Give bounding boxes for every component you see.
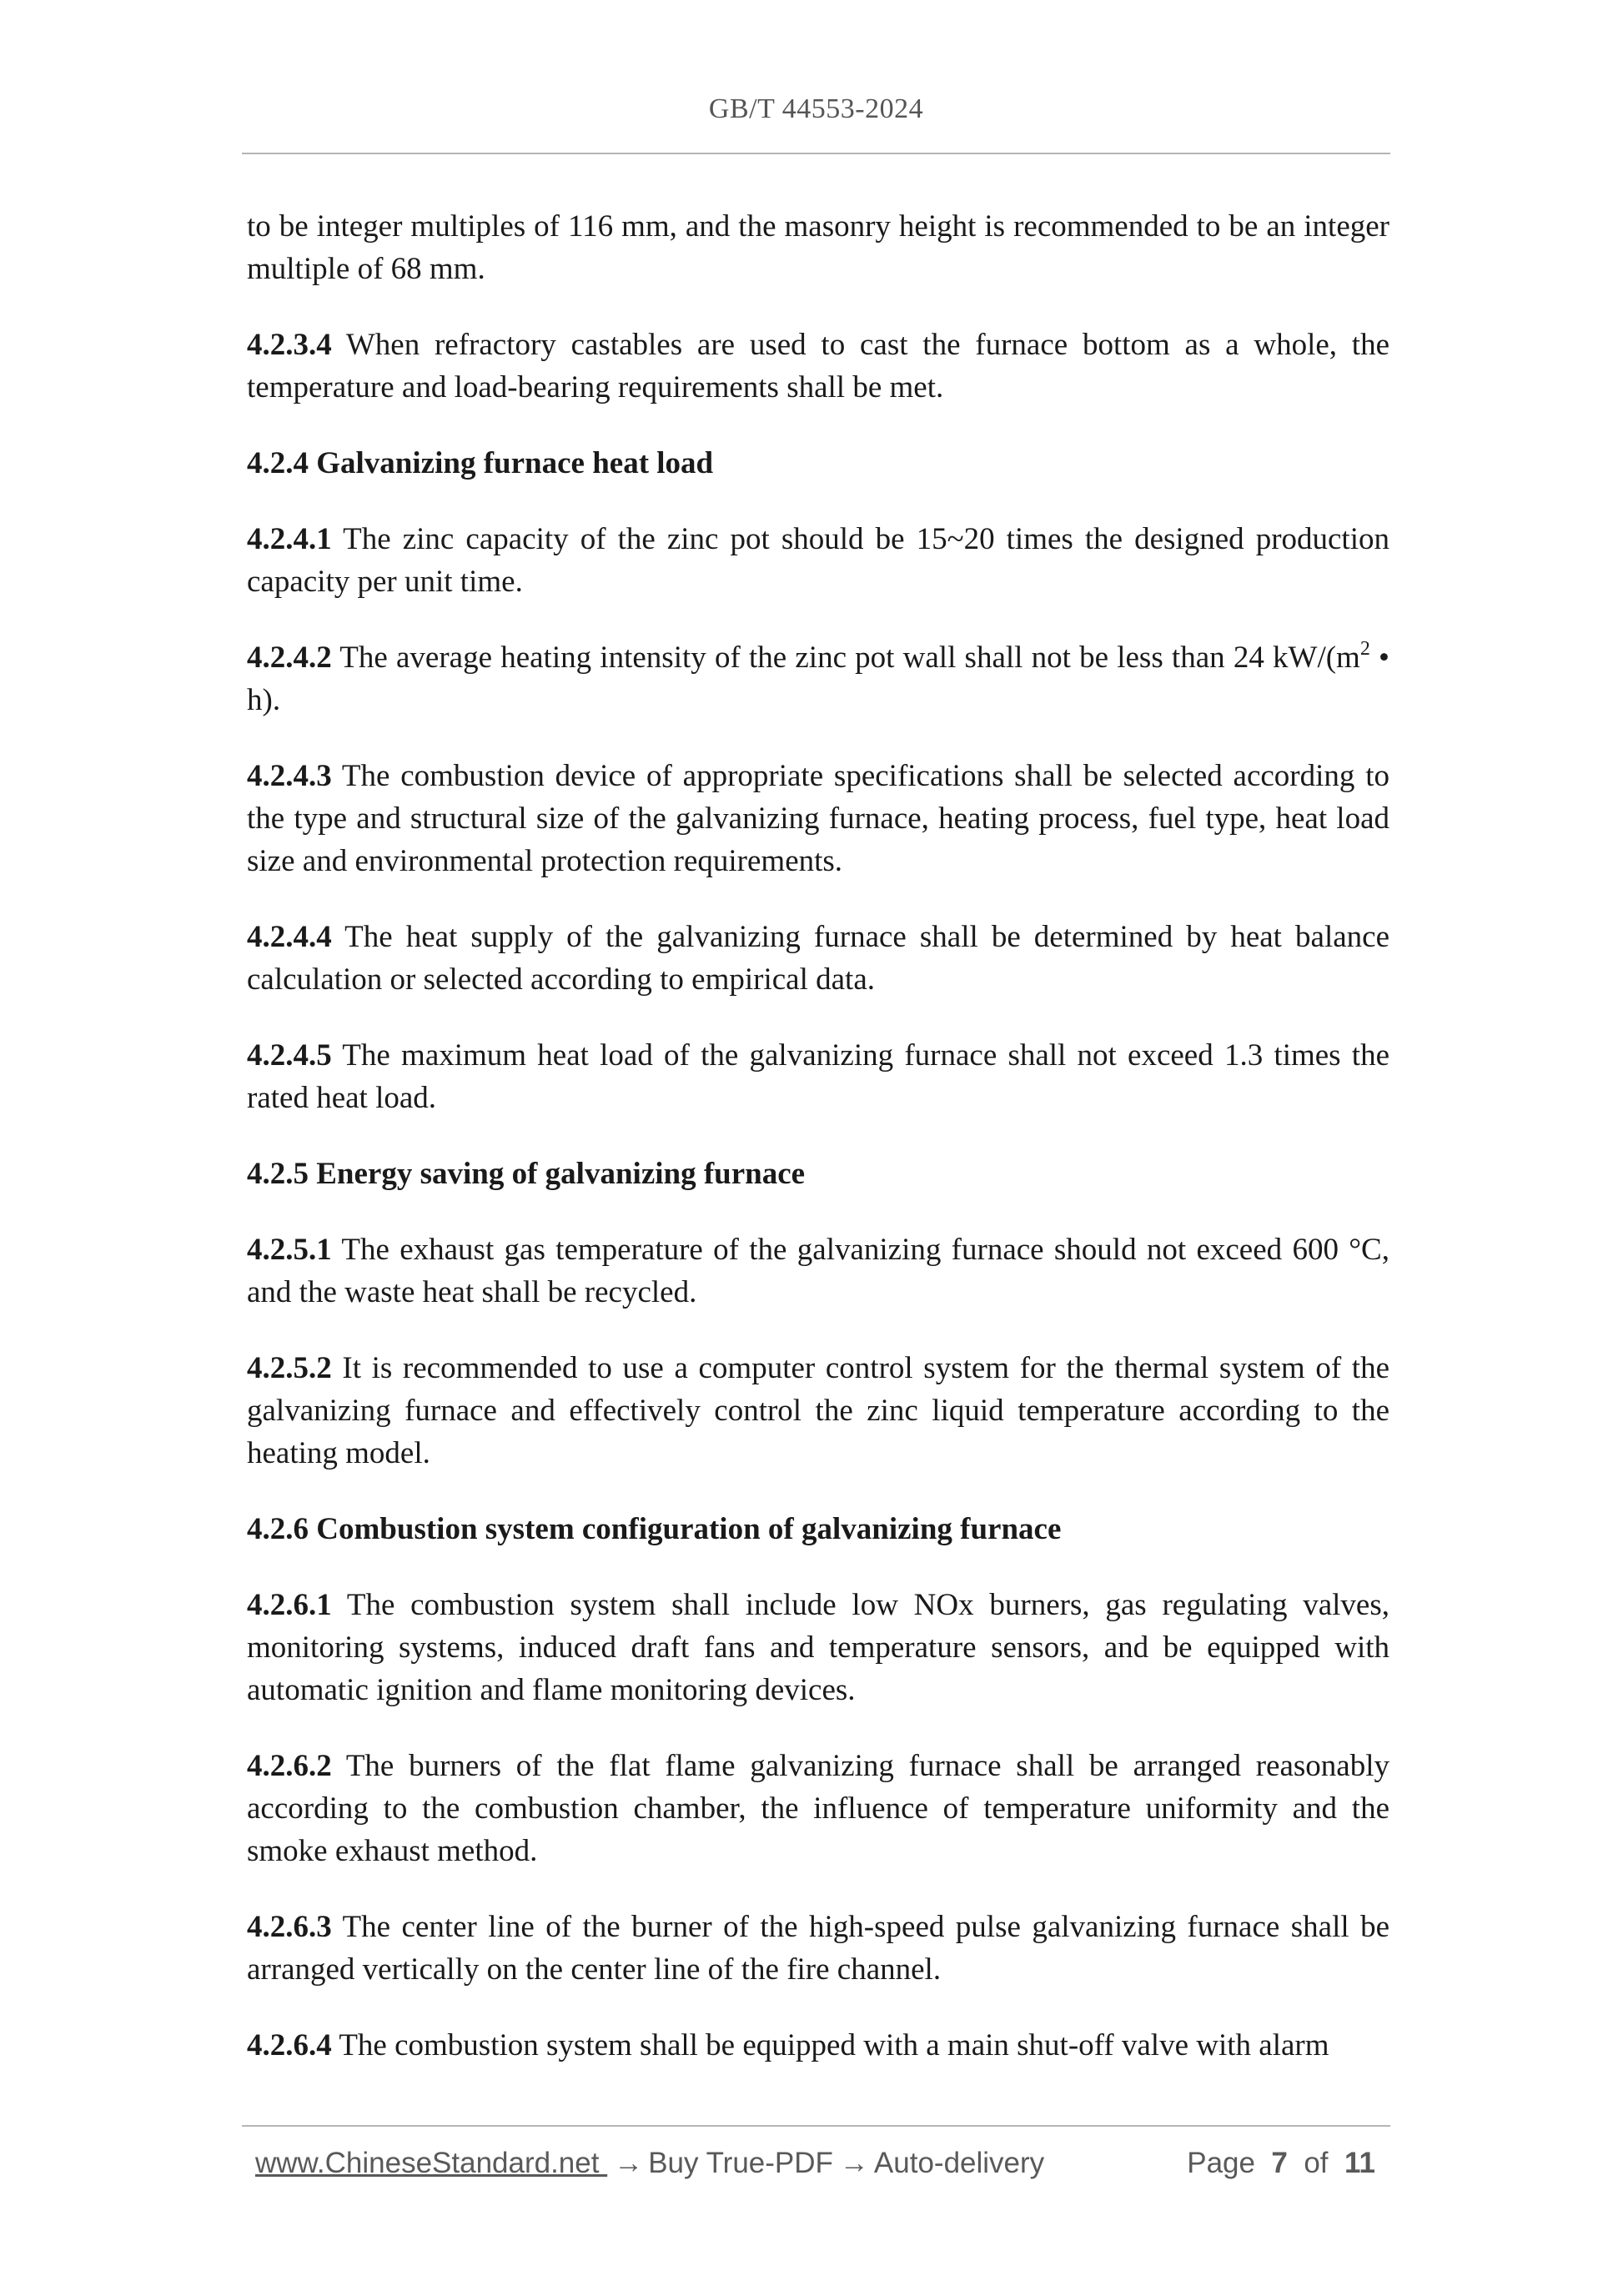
clause-4-2-5-1 [247,1228,1389,1314]
clause-4-2-6-4 [247,2024,1389,2067]
clause-number: 4.2.4.2 [247,641,332,675]
section-heading-4-2-5: 4.2.5 Energy saving of galvanizing furnace [247,1157,806,1191]
clause-text: It is recommended to use a computer control system for the thermal system of the galvanizing furnace and effectively control the zinc liquid temperature according to the heating model. [247,1351,1389,1470]
document-body [247,205,1389,2100]
clause-text: The center line of the burner of the high-speed pulse galvanizing furnace shall be arranged vertically on the center line of the fire channel. [247,1910,1389,1987]
clause-4-2-4-5 [247,1034,1389,1119]
clause-4-2-4-1 [247,518,1389,603]
clause-number: 4.2.6.3 [247,1910,332,1944]
clause-4-2-6-1 [247,1584,1389,1711]
clause-text: The average heating intensity of the zinc pot wall shall not be less than 24 kW/(m [331,641,1360,675]
clause-number: 4.2.5.2 [247,1351,332,1385]
clause-text: The burners of the flat flame galvanizing furnace shall be arranged reasonably according to the combustion chamber, the influence of temperature uniformity and the smoke exhaust method. [247,1749,1389,1868]
clause-text: The zinc capacity of the zinc pot should be 15~20 times the designed production capacity per unit time. [247,522,1389,599]
page-label: Page [1187,2147,1255,2179]
page-total: 11 [1344,2147,1375,2179]
clause-number: 4.2.4.4 [247,920,332,954]
page-of-label: of [1304,2147,1329,2179]
clause-text: The maximum heat load of the galvanizing furnace shall not exceed 1.3 times the rated heat load. [247,1038,1389,1115]
clause-text: When refractory castables are used to cast the furnace bottom as a whole, the temperature and load-bearing requirements shall be met. [247,328,1389,404]
arrow-right-icon: → [614,2147,644,2179]
clause-4-2-5-2 [247,1347,1389,1475]
clause-number: 4.2.3.4 [247,328,332,362]
clause-number: 4.2.6.4 [247,2028,332,2062]
clause-text: The combustion system shall include low NOx burners, gas regulating valves, monitoring systems, induced draft fans and temperature sensors, and be equipped with automatic ignition and flame monitoring devices. [247,1588,1389,1707]
clause-text: The heat supply of the galvanizing furnace shall be determined by heat balance calculation or selected according to empirical data. [247,920,1389,997]
clause-number: 4.2.6.1 [247,1588,332,1622]
superscript-exponent: 2 [1359,637,1370,660]
auto-delivery-text: Auto-delivery [873,2147,1045,2179]
clause-text: The combustion device of appropriate specifications shall be selected according to the type and structural size of the galvanizing furnace, heating process, fuel type, heat load size and environmental protection requirements. [247,759,1389,878]
clause-4-2-4-3 [247,755,1389,882]
section-heading-4-2-6: 4.2.6 Combustion system configuration of galvanizing furnace [247,1512,1062,1546]
clause-number: 4.2.4.1 [247,522,332,556]
clause-number: 4.2.4.3 [247,759,332,793]
clause-4-2-4-2 [247,636,1389,721]
clause-4-2-4-4 [247,916,1389,1001]
clause-text: The exhaust gas temperature of the galvanizing furnace should not exceed 600 °C, and the waste heat shall be recycled. [247,1233,1389,1309]
clause-number: 4.2.4.5 [247,1038,332,1073]
footer-divider [242,2125,1390,2127]
document-header-code: GB/T 44553-2024 [708,93,924,124]
page-current: 7 [1271,2147,1288,2179]
buy-true-pdf-text: Buy True-PDF [648,2147,833,2179]
paragraph-text: to be integer multiples of 116 mm, and the masonry height is recommended to be an integer multiple of 68 mm. [247,209,1389,286]
page-number [1187,2147,1375,2180]
header-divider [242,153,1390,154]
clause-text: The combustion system shall be equipped with a main shut-off valve with alarm [331,2028,1329,2062]
footer-promo [255,2147,1044,2180]
section-heading-4-2-4: 4.2.4 Galvanizing furnace heat load [247,446,714,480]
site-link[interactable]: www.ChineseStandard.net [255,2147,608,2179]
clause-4-2-6-3 [247,1906,1389,1991]
arrow-right-icon: → [839,2147,869,2179]
clause-4-2-3-4 [247,324,1389,409]
clause-number: 4.2.5.1 [247,1233,332,1267]
clause-text-tail: • h). [247,641,1389,717]
clause-4-2-6-2 [247,1745,1389,1872]
clause-number: 4.2.6.2 [247,1749,332,1783]
continued-paragraph [247,205,1389,290]
